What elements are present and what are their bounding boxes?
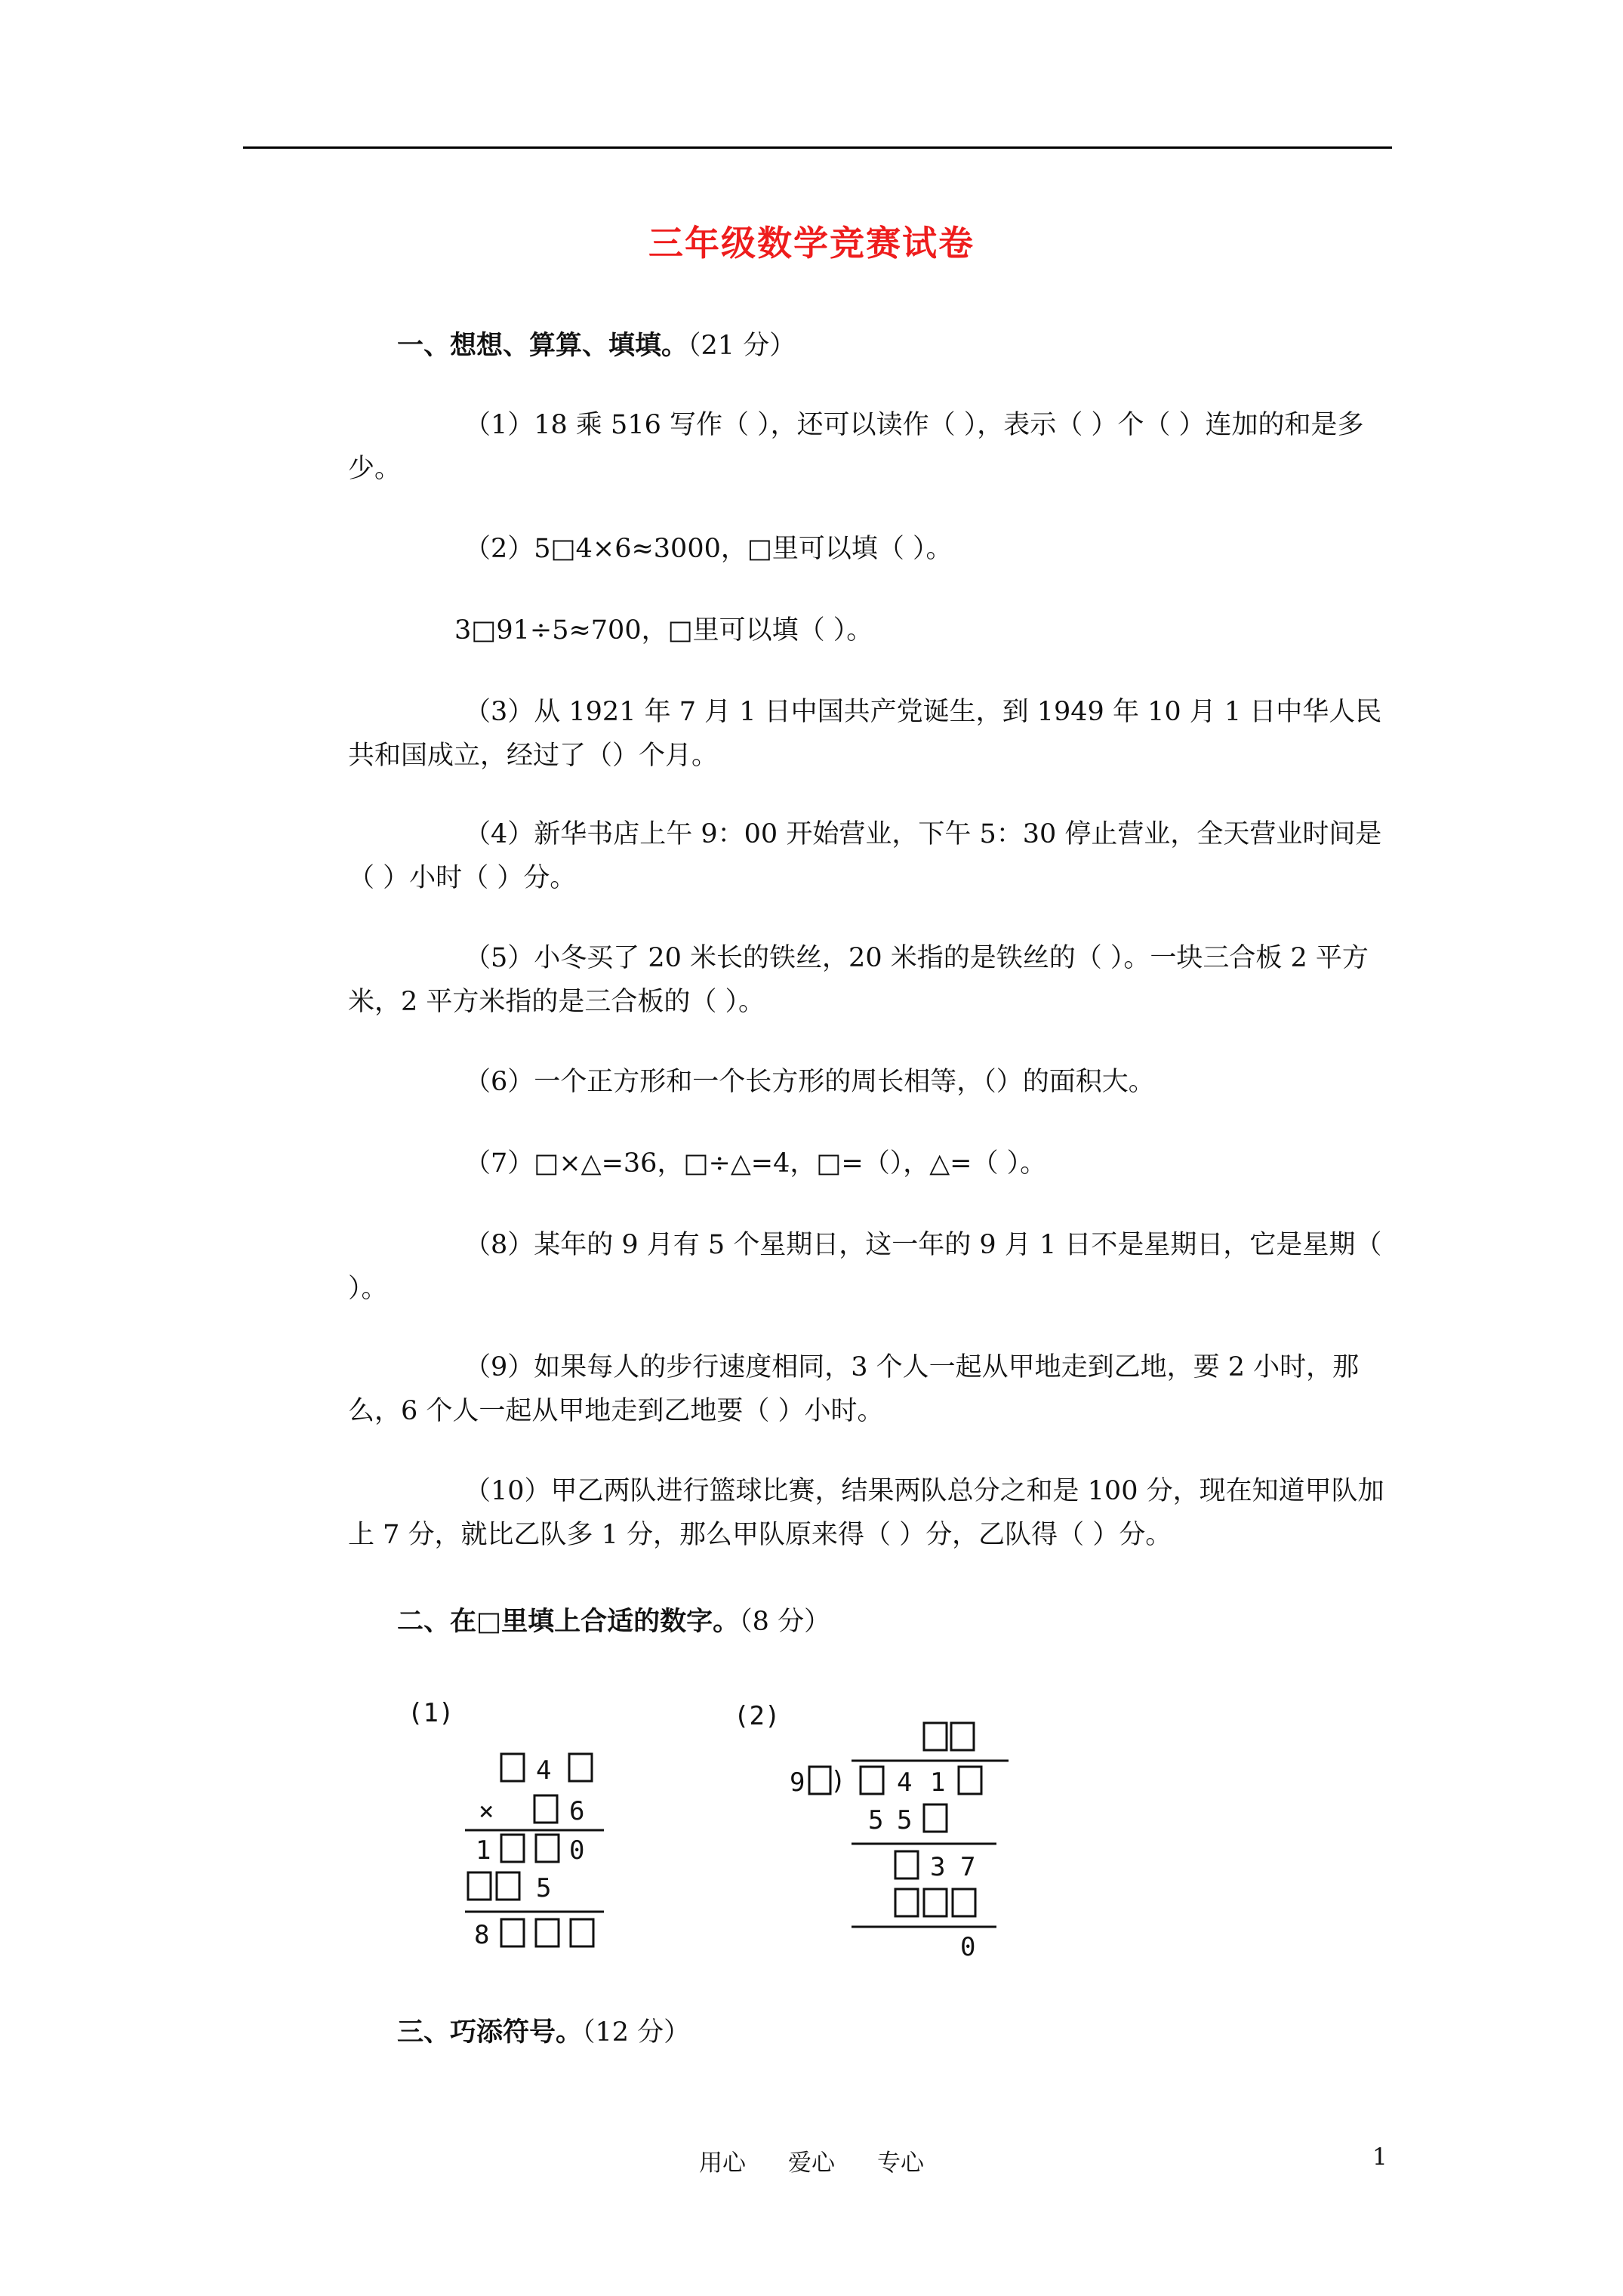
page-footer: 用心 爱心 专心 [699,2150,924,2177]
puzzle-digit: 4 [536,1755,552,1786]
question-7: （7）□×△=36，□÷△=4，□=（），△=（ ）。 [464,1148,1047,1179]
page-title: 三年级数学竞赛试卷 [648,223,975,264]
question-6: （6）一个正方形和一个长方形的周长相等，（）的面积大。 [464,1067,1155,1097]
blank-box [536,1835,559,1862]
puzzle-digit: 5 [868,1805,884,1835]
blank-box [501,1835,524,1862]
question-10: （10）甲乙两队进行篮球比赛，结果两队总分之和是 100 分，现在知道甲队加上 7 分，就比乙队多 1 分，那么甲队原来得（ ）分，乙队得（ ）分。 [348,1476,1384,1550]
blank-box [569,1754,592,1781]
blank-box [501,1919,524,1946]
puzzle-digit: 4 [897,1767,913,1798]
blank-box [861,1767,883,1794]
blank-box [536,1919,559,1946]
blank-box [501,1754,524,1781]
division-bracket: ) [830,1766,846,1796]
question-9: （9）如果每人的步行速度相同，3 个人一起从甲地走到乙地，要 2 小时，那么，6 个人一起从甲地走到乙地要（ ）小时。 [348,1352,1360,1426]
blank-box [497,1872,519,1900]
division-puzzle [725,1691,1027,1978]
blank-box [953,1889,975,1916]
blank-box [951,1723,974,1750]
question-1: （1）18 乘 516 写作（ ），还可以读作（ ），表示（ ）个（ ）连加的和是多少。 [348,410,1364,484]
puzzle-digit: 0 [569,1835,585,1866]
blank-box [809,1767,830,1794]
blank-box [924,1889,947,1916]
times-sign: × [479,1796,494,1826]
puzzle-digit: 1 [930,1767,946,1798]
question-3: （3）从 1921 年 7 月 1 日中国共产党诞生，到 1949 年 10 月 1 日中华人民共和国成立，经过了（）个月。 [348,697,1382,771]
blank-box [895,1851,918,1878]
puzzle-digit: 7 [960,1852,976,1882]
question-2b: 3□91÷5≈700，□里可以填（ ）。 [454,615,873,646]
puzzle-digit: 5 [897,1805,913,1835]
blank-box [571,1919,593,1946]
section-3-heading: 三、巧添符号。（12 分） [397,2017,691,2048]
question-2: （2）5□4×6≈3000，□里可以填（ ）。 [464,534,953,564]
blank-box [468,1872,491,1900]
blank-box [534,1795,557,1823]
question-5: （5）小冬买了 20 米长的铁丝，20 米指的是铁丝的（ ）。一块三合板 2 平方米，2 平方米指的是三合板的（ ）。 [348,943,1369,1017]
blank-box [924,1723,947,1750]
puzzle-2-label: (2) [734,1701,781,1731]
puzzle-digit: 9 [790,1767,805,1798]
puzzle-digit: 3 [930,1852,946,1882]
section-1-heading: 一、想想、算算、填填。（21 分） [397,330,796,361]
section-2-heading: 二、在□里填上合适的数字。（8 分） [397,1606,830,1637]
puzzle-digit: 5 [536,1873,552,1903]
header-rule [243,146,1392,149]
puzzle-digit: 6 [569,1796,585,1826]
puzzle-1-label: (1) [408,1698,454,1728]
blank-box [895,1889,918,1916]
question-8: （8）某年的 9 月有 5 个星期日，这一年的 9 月 1 日不是星期日，它是星期（ ）。 [348,1230,1382,1304]
multiplication-puzzle [400,1691,627,1963]
question-4: （4）新华书店上午 9：00 开始营业，下午 5：30 停止营业，全天营业时间是（ ）小时（ ）分。 [348,819,1382,893]
puzzle-digit: 8 [474,1920,490,1950]
blank-box [959,1767,981,1794]
puzzle-digit: 0 [960,1932,976,1962]
puzzle-digit: 1 [476,1835,491,1866]
blank-box [924,1804,947,1832]
page-number: 1 [1372,2143,1387,2171]
